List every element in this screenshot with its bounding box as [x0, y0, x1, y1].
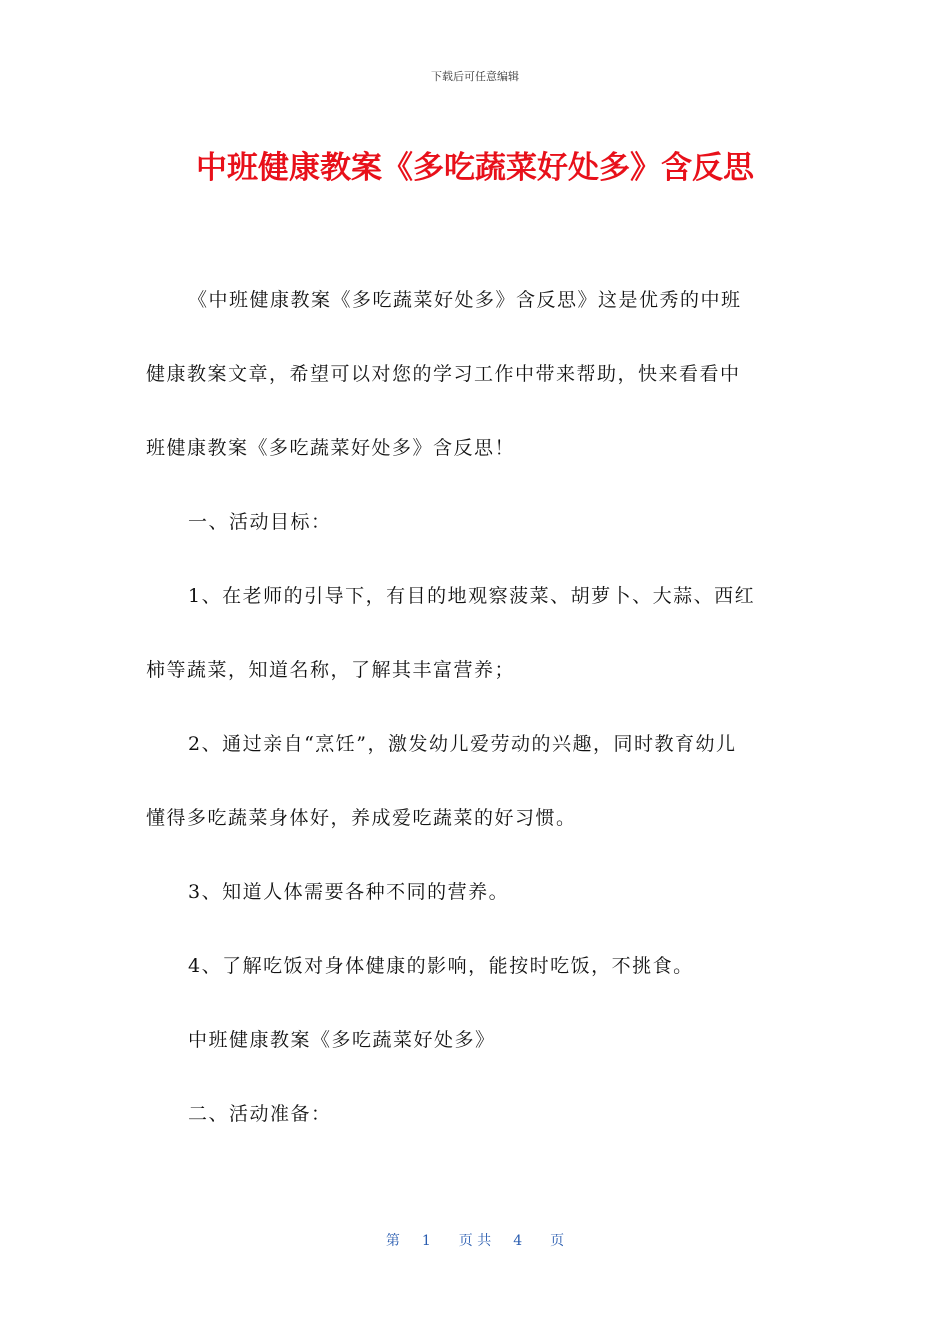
paragraph-line: 4、了解吃饭对身体健康的影响，能按时吃饭，不挑食。 — [188, 955, 694, 977]
section-heading: 一、活动目标： — [188, 511, 332, 533]
paragraph-line: 1、在老师的引导下，有目的地观察菠菜、胡萝卜、大蒜、西红 — [188, 585, 756, 607]
section-heading: 二、活动准备： — [188, 1103, 332, 1125]
footer-mid: 页 共 — [458, 1233, 492, 1249]
total-pages-number: 4 — [513, 1233, 523, 1249]
footer-suffix: 页 — [550, 1233, 565, 1249]
paragraph-line: 《中班健康教案《多吃蔬菜好处多》含反思》这是优秀的中班 — [188, 289, 742, 311]
paragraph-line: 班健康教案《多吃蔬菜好处多》含反思！ — [146, 437, 516, 459]
header-note: 下载后可任意编辑 — [431, 70, 519, 83]
current-page-number: 1 — [421, 1233, 431, 1249]
document-title: 中班健康教案《多吃蔬菜好处多》含反思 — [196, 150, 754, 186]
footer-prefix: 第 — [385, 1233, 400, 1249]
paragraph-line: 柿等蔬菜，知道名称，了解其丰富营养； — [146, 659, 516, 681]
paragraph-line: 3、知道人体需要各种不同的营养。 — [188, 881, 510, 903]
paragraph-line: 健康教案文章，希望可以对您的学习工作中带来帮助，快来看看中 — [146, 363, 741, 385]
page-footer — [0, 1230, 950, 1250]
paragraph-line: 中班健康教案《多吃蔬菜好处多》 — [188, 1029, 496, 1051]
paragraph-line: 2、通过亲自“烹饪”，激发幼儿爱劳动的兴趣，同时教育幼儿 — [188, 733, 737, 755]
paragraph-line: 懂得多吃蔬菜身体好，养成爱吃蔬菜的好习惯。 — [146, 807, 577, 829]
